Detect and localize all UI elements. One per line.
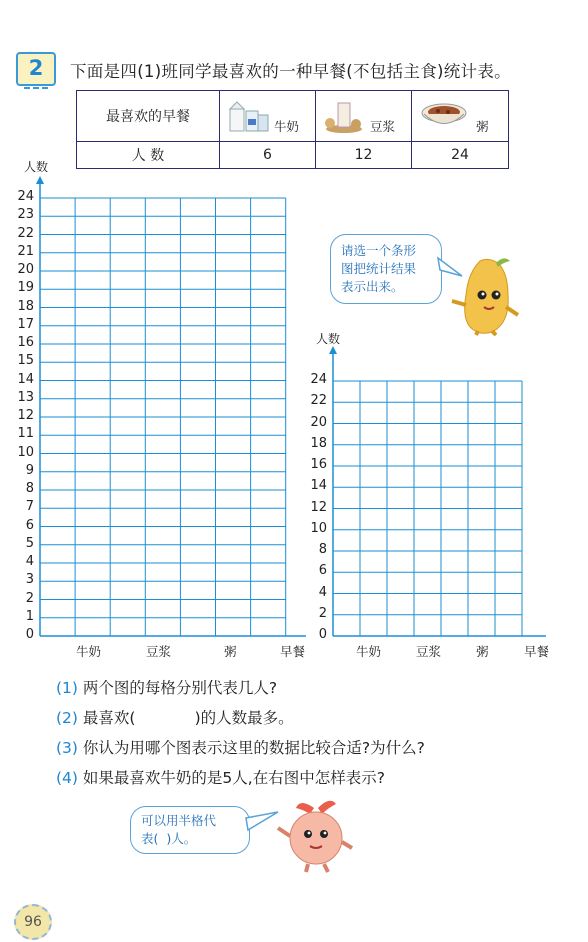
sub-question-1-text: 两个图的每格分别代表几人? <box>82 679 278 697</box>
y-tick-label: 6 <box>318 563 327 579</box>
y-tick-label: 2 <box>318 605 327 621</box>
y-tick-label: 12 <box>17 408 34 423</box>
y-tick-label: 14 <box>17 371 34 387</box>
sub-question-2 <box>56 706 294 728</box>
bubble-top-line-3: 表示出来。 <box>341 279 404 294</box>
y-tick-label: 15 <box>17 353 34 369</box>
bubble-top-line-1: 请选一个条形 <box>341 243 417 258</box>
y-axis-arrow <box>36 176 44 184</box>
y-tick-label: 18 <box>17 298 34 314</box>
table-item-porridge: 粥 <box>476 119 489 134</box>
speech-bubble-top <box>330 234 442 304</box>
y-tick-label: 10 <box>17 444 34 460</box>
y-tick-label: 21 <box>17 243 34 259</box>
problem-number-badge <box>16 52 56 86</box>
y-tick-label: 1 <box>25 608 34 624</box>
x-tick-label: 早餐 <box>280 644 306 659</box>
left-chart-y-title: 人数 <box>24 160 49 174</box>
y-tick-label: 13 <box>17 389 34 405</box>
bubble-bottom-line-2: 表( )人。 <box>141 831 197 846</box>
y-tick-label: 24 <box>310 372 327 387</box>
x-tick-label: 粥 <box>476 644 489 659</box>
y-tick-label: 16 <box>310 457 327 472</box>
y-tick-label: 4 <box>25 554 34 569</box>
y-tick-label: 23 <box>17 207 34 223</box>
y-tick-label: 8 <box>318 542 327 557</box>
y-tick-label: 12 <box>310 499 327 515</box>
sub-question-3-number: (3) <box>56 739 78 757</box>
y-tick-label: 22 <box>17 225 34 241</box>
y-tick-label: 20 <box>310 414 327 430</box>
sub-question-1 <box>56 676 277 698</box>
table-cell-soymilk <box>316 91 412 142</box>
x-tick-label: 早餐 <box>524 644 550 659</box>
problem-text: 下面是四(1)班同学最喜欢的一种早餐(不包括主食)统计表。 <box>70 62 511 81</box>
y-tick-label: 10 <box>310 520 327 536</box>
y-tick-label: 11 <box>17 426 34 442</box>
stats-table <box>76 90 509 169</box>
table-count-soymilk: 12 <box>316 142 412 169</box>
y-tick-label: 4 <box>318 584 327 600</box>
bubble-bottom-line-1: 可以用半格代 <box>141 813 217 828</box>
x-tick-label: 牛奶 <box>76 644 102 659</box>
y-axis-arrow <box>329 346 337 354</box>
table-count-milk: 6 <box>220 142 316 169</box>
y-tick-label: 0 <box>318 627 327 642</box>
table-cell-porridge <box>412 91 509 142</box>
x-tick-label: 豆浆 <box>146 644 172 659</box>
table-item-soymilk: 豆浆 <box>370 119 396 134</box>
left-chart-grid <box>0 170 310 650</box>
sub-question-3-text: 你认为用哪个图表示这里的数据比较合适?为什么? <box>82 739 425 757</box>
sub-question-4-number: (4) <box>56 769 78 787</box>
x-tick-label: 牛奶 <box>356 644 382 659</box>
y-tick-label: 17 <box>17 316 34 332</box>
bubble-top-line-2: 图把统计结果 <box>341 261 417 276</box>
y-tick-label: 3 <box>25 572 34 588</box>
y-tick-label: 8 <box>25 481 34 496</box>
porridge-icon <box>420 99 468 133</box>
sub-question-1-number: (1) <box>56 679 78 697</box>
x-tick-label: 豆浆 <box>416 644 442 659</box>
potato-mascot-icon <box>444 255 524 337</box>
y-tick-label: 0 <box>25 627 34 642</box>
speech-bubble-bottom <box>130 806 250 854</box>
y-tick-label: 7 <box>25 499 34 515</box>
y-tick-label: 20 <box>17 262 34 277</box>
problem-number: 2 <box>28 56 44 80</box>
page-number-badge <box>14 904 52 940</box>
table-header-breakfast: 最喜欢的早餐 <box>77 91 220 142</box>
sub-question-2-number: (2) <box>56 709 78 727</box>
y-tick-label: 6 <box>25 517 34 533</box>
y-tick-label: 5 <box>25 535 34 551</box>
y-tick-label: 14 <box>310 478 327 494</box>
x-tick-label: 粥 <box>224 644 237 659</box>
page-number: 96 <box>24 914 42 930</box>
table-header-count: 人 数 <box>77 142 220 169</box>
right-chart-grid <box>300 340 588 650</box>
y-tick-label: 16 <box>17 335 34 350</box>
sub-question-3 <box>56 736 425 758</box>
sub-question-2-text: 最喜欢( )的人数最多。 <box>82 709 294 727</box>
y-tick-label: 2 <box>25 590 34 606</box>
table-item-milk: 牛奶 <box>274 119 300 134</box>
y-tick-label: 9 <box>25 462 34 478</box>
y-tick-label: 19 <box>17 280 34 296</box>
peach-mascot-icon <box>270 792 360 876</box>
table-count-porridge: 24 <box>412 142 509 169</box>
y-tick-label: 24 <box>17 189 34 204</box>
sub-question-4 <box>56 766 385 788</box>
milk-icon <box>228 99 270 133</box>
soymilk-icon <box>322 99 366 133</box>
right-chart-y-title: 人数 <box>316 332 341 346</box>
y-tick-label: 18 <box>310 435 327 451</box>
sub-question-4-text: 如果最喜欢牛奶的是5人,在右图中怎样表示? <box>82 769 385 787</box>
table-cell-milk <box>220 91 316 142</box>
y-tick-label: 22 <box>310 393 327 409</box>
